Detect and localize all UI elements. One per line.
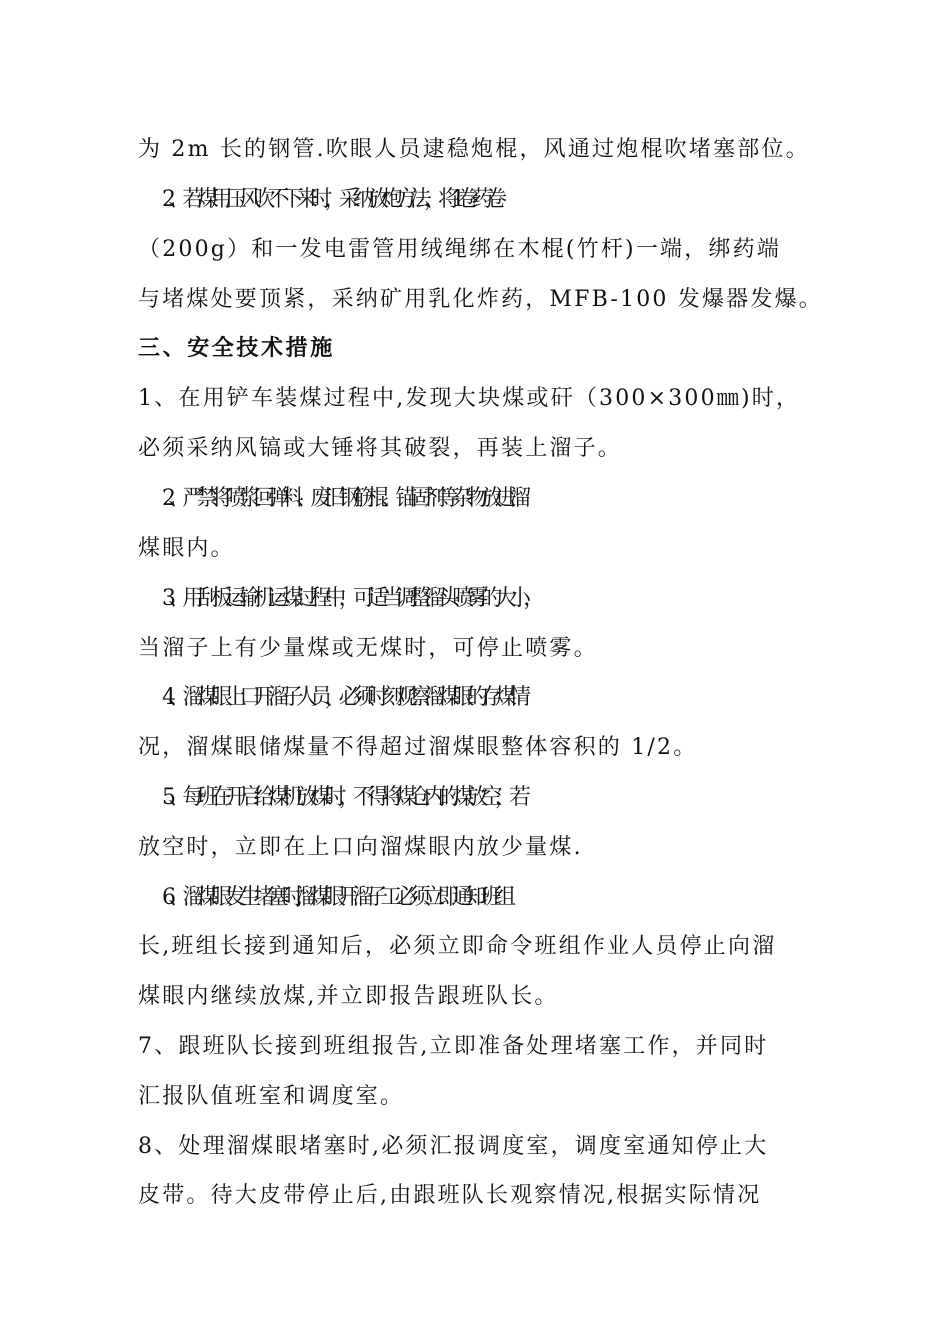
- text-line-9: 煤眼内。: [138, 536, 235, 561]
- text-line-14: 5、每班在开启给煤机放煤时，不得将煤仓内的煤放空，若: [162, 785, 524, 810]
- text-line-19: 7、跟班队长接到班组报告,立即准备处理堵塞工作，并同时: [138, 1034, 769, 1059]
- text-line-2: 2、若煤用压风吹不下来时，采纳放炮方法，将 1 卷药卷: [162, 187, 500, 212]
- text-line-6: 1、在用铲车装煤过程中,发现大块煤或矸（300×300㎜)时，: [138, 386, 801, 411]
- text-line-11: 当溜子上有少量煤或无煤时，可停止喷雾。: [138, 636, 598, 661]
- text-line-1: 为 2m 长的钢管.吹眼人员逮稳炮棍，风通过炮棍吹堵塞部位。: [138, 137, 810, 162]
- text-line-12: 4、溜煤眼上口开溜子人员，必须时刻观察溜煤眼的存煤情: [162, 685, 524, 710]
- text-line-15: 放空时，立即在上口向溜煤眼内放少量煤.: [138, 835, 583, 860]
- text-line-17: 长,班组长接到通知后，必须立即命令班组作业人员停止向溜: [138, 934, 777, 959]
- text-line-7: 必须采纳风镐或大锤将其破裂，再装上溜子。: [138, 436, 623, 461]
- text-line-21: 8、处理溜煤眼堵塞时,必须汇报调度室，调度室通知停止大: [138, 1134, 769, 1159]
- text-line-18: 煤眼内继续放煤,并立即报告跟班队长。: [138, 984, 559, 1009]
- text-line-13: 况，溜煤眼储煤量不得超过溜煤眼整体容积的 1/2。: [138, 735, 698, 760]
- text-line-20: 汇报队值班室和调度室。: [138, 1084, 405, 1109]
- text-line-4: 与堵煤处要顶紧，采纳矿用乳化炸药，MFB-100 发爆器发爆。: [138, 287, 823, 312]
- text-line-3: （200g）和一发电雷管用绒绳绑在木棍(竹杆)一端，绑药端: [138, 237, 782, 262]
- section-heading: 三、安全技术措施: [138, 336, 335, 361]
- text-line-16: 6、溜煤眼发生堵塞时,溜煤眼开溜子工必须立即通知班组: [162, 885, 509, 910]
- text-line-22: 皮带。待大皮带停止后,由跟班队长观察情况,根据实际情况: [138, 1183, 762, 1208]
- text-line-10: 3、用刮板运输机运煤过程中，可适当调整溜头喷雾的大小，: [162, 586, 538, 611]
- text-line-8: 2、严禁将喷浆回弹料、废旧钢筋棍、锚固剂等杂物放进溜: [162, 486, 524, 511]
